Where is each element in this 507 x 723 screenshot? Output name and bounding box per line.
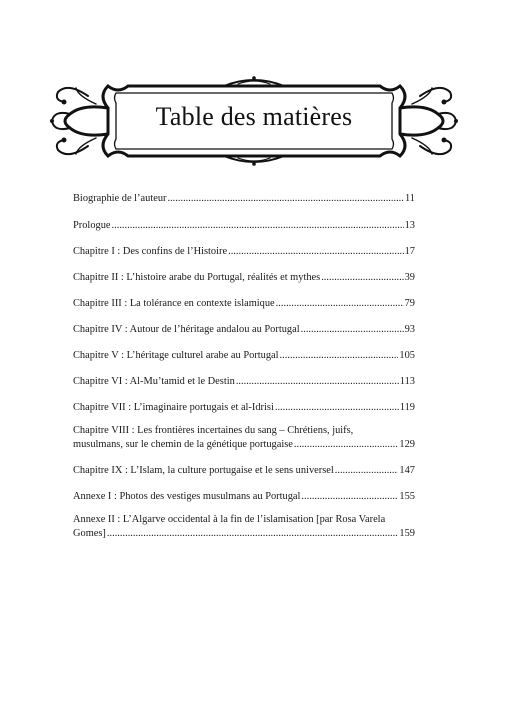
dot-leader <box>236 375 399 389</box>
dot-leader <box>301 323 404 337</box>
dot-leader <box>280 349 399 363</box>
toc-entry-page: 13 <box>404 220 415 231</box>
toc-entry-page: 39 <box>404 272 415 283</box>
toc-entry-title-line1: Chapitre VIII : Les frontières incertaines du sang – Chrétiens, juifs, <box>73 425 354 436</box>
toc-entry-page: 119 <box>399 402 415 413</box>
dot-leader <box>335 464 399 478</box>
toc-entry-title: Chapitre V : L’héritage culturel arabe au Portugal <box>73 350 279 361</box>
toc-entry-title-line1: Annexe II : L’Algarve occidental à la fin de l’islamisation [par Rosa Varela <box>73 514 386 525</box>
dot-leader <box>167 192 404 206</box>
toc-entry[interactable] <box>73 375 415 389</box>
toc-entry-title: Chapitre III : La tolérance en contexte islamique <box>73 298 275 309</box>
toc-entry-title: Chapitre II : L’histoire arabe du Portugal, réalités et mythes <box>73 272 321 283</box>
toc-entry-title: Biographie de l’auteur <box>73 193 167 204</box>
dot-leader <box>112 219 404 233</box>
toc-entry-page: 113 <box>399 376 415 387</box>
toc-entry-title: Chapitre IX : L’Islam, la culture portugaise et le sens universel <box>73 465 334 476</box>
dot-leader <box>276 297 404 311</box>
dot-leader <box>321 271 403 285</box>
toc-entry-title: Prologue <box>73 220 111 231</box>
title-ornament-frame <box>48 74 460 168</box>
toc-entry[interactable] <box>73 401 415 415</box>
page-title: Table des matières <box>155 102 353 131</box>
toc-entry[interactable] <box>73 297 415 311</box>
toc-entry-title: Chapitre VII : L’imaginaire portugais et al-Idrisi <box>73 402 274 413</box>
toc-entry[interactable] <box>73 464 415 478</box>
toc-entry-title: Gomes] <box>73 528 106 539</box>
toc-entry[interactable] <box>73 323 415 337</box>
toc-entry[interactable] <box>73 424 415 452</box>
toc-entry[interactable] <box>73 192 415 206</box>
dot-leader <box>228 245 404 259</box>
dot-leader <box>294 438 399 452</box>
toc-entry[interactable] <box>73 349 415 363</box>
dot-leader <box>107 527 399 541</box>
toc-entry-title: musulmans, sur le chemin de la génétique portugaise <box>73 439 293 450</box>
toc-entry[interactable] <box>73 271 415 285</box>
toc-entry-page: 147 <box>399 465 415 476</box>
dot-leader <box>275 401 399 415</box>
toc-entry[interactable] <box>73 490 415 504</box>
dot-leader <box>301 490 398 504</box>
toc-entry-page: 11 <box>404 193 415 204</box>
toc-entry-page: 79 <box>404 298 415 309</box>
table-of-contents <box>73 192 415 541</box>
toc-entry[interactable] <box>73 513 415 541</box>
toc-entry-page: 129 <box>399 439 415 450</box>
toc-entry-page: 105 <box>399 350 415 361</box>
toc-entry[interactable] <box>73 219 415 233</box>
toc-entry-title: Annexe I : Photos des vestiges musulmans au Portugal <box>73 491 301 502</box>
toc-entry-page: 17 <box>404 246 415 257</box>
toc-entry-title: Chapitre I : Des confins de l’Histoire <box>73 246 228 257</box>
toc-entry-title: Chapitre IV : Autour de l’héritage andalou au Portugal <box>73 324 300 335</box>
toc-entry[interactable] <box>73 245 415 259</box>
toc-entry-page: 155 <box>399 491 415 502</box>
toc-entry-page: 159 <box>399 528 415 539</box>
toc-entry-page: 93 <box>404 324 415 335</box>
toc-entry-title: Chapitre VI : Al-Mu’tamid et le Destin <box>73 376 235 387</box>
